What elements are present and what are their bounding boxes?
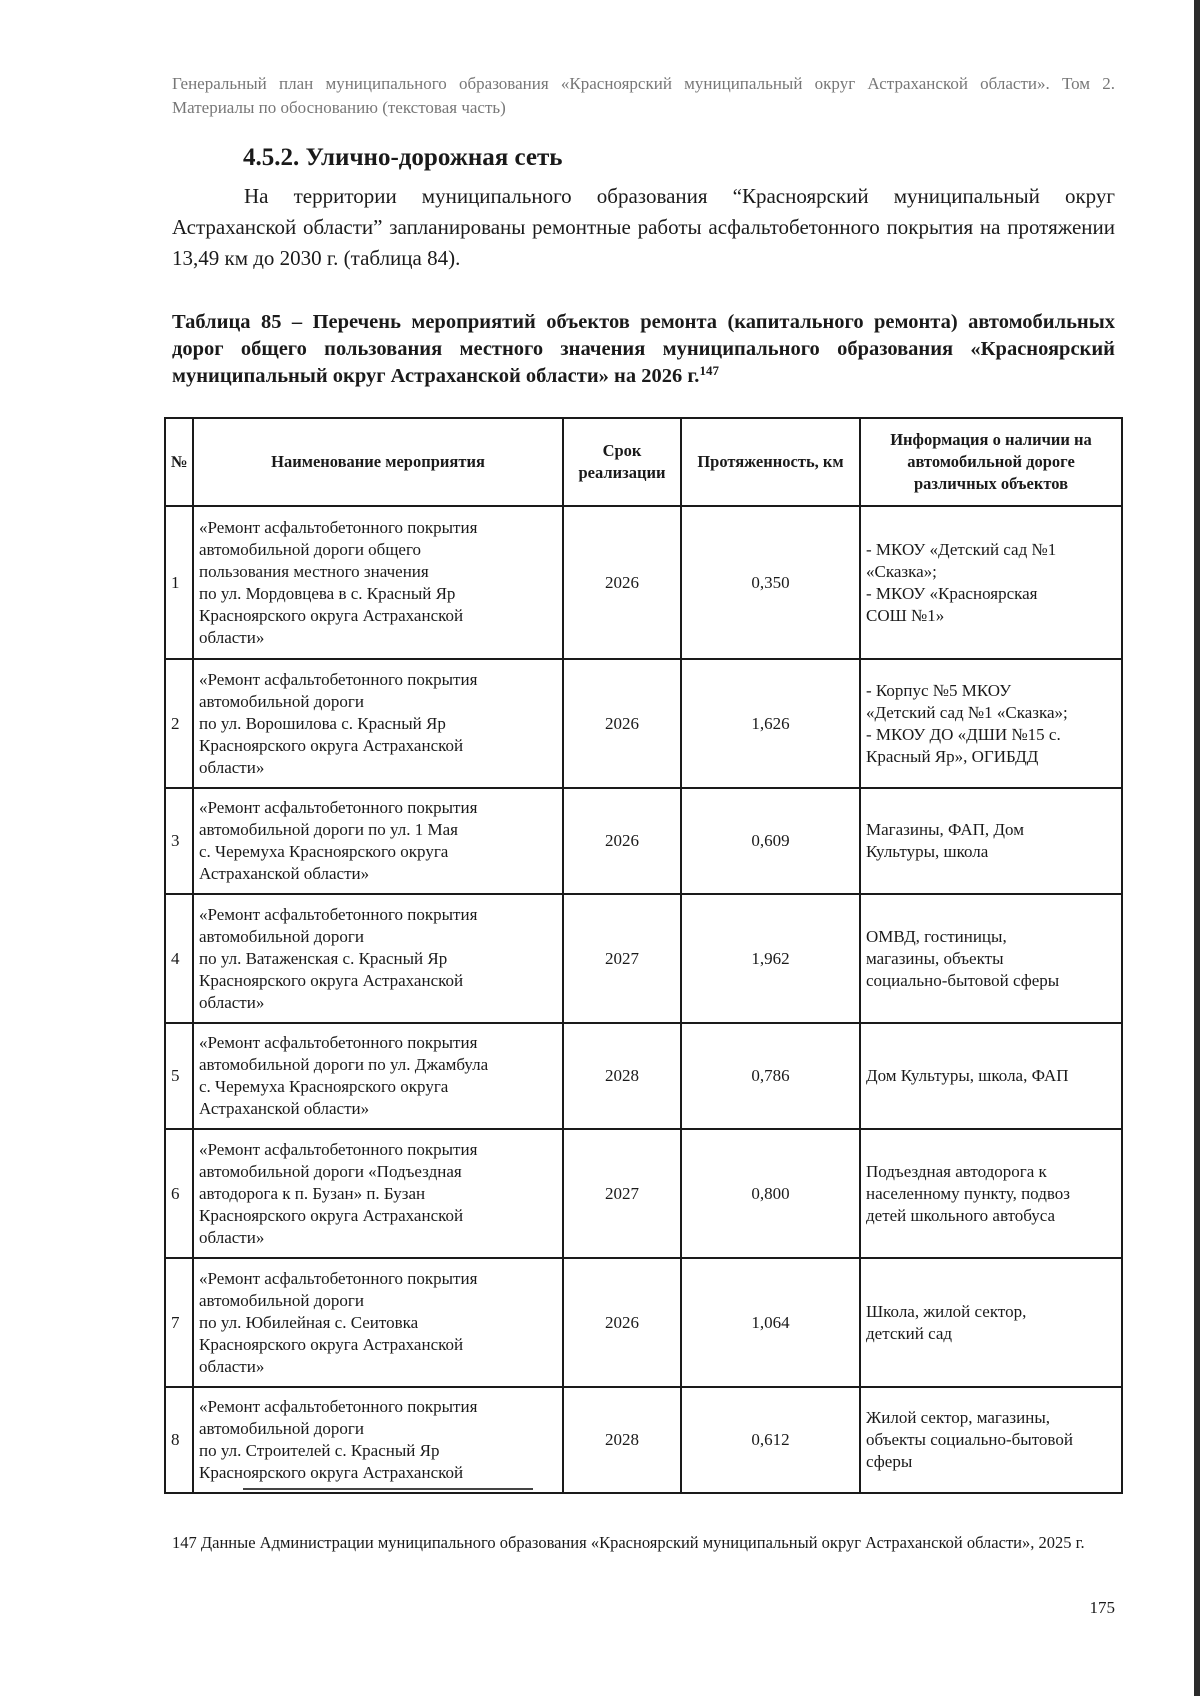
objects-info-line: Культуры, школа [866,842,989,861]
objects-info-line: Школа, жилой сектор, [866,1301,1027,1321]
measure-name [193,1387,563,1493]
row-number: 4 [165,894,193,1023]
objects-info-line: ОМВД, гостиницы, [866,926,1007,946]
measure-name-line: автомобильной дороги по ул. 1 Мая [199,820,459,839]
table-caption-text: Таблица 85 – Перечень мероприятий объектов ремонта (капитального ремонта) автомобильных дорог общего пользования местного значения муниципального образования «Красноярский муниципальный округ Астраханской области» на 2026 г. [172,311,1115,387]
objects-info-line: Дом Культуры, школа, ФАП [866,1066,1069,1085]
section-title: 4.5.2. Улично-дорожная сеть [243,144,563,171]
objects-info-line: - Корпус №5 МКОУ [866,680,1012,700]
document-header: Генеральный план муниципального образования «Красноярский муниципальный округ Астраханской области». Том 2. Материалы по обоснованию (текстовая часть) [172,74,1115,117]
measure-name-line: автомобильной дороги [199,1419,364,1438]
measure-name [193,788,563,894]
measure-name-line: области» [199,1356,265,1376]
implementation-year: 2027 [563,1129,681,1258]
objects-info-line: «Детский сад №1 «Сказка»; [866,702,1068,722]
measure-name-line: по ул. Строителей с. Красный Яр [199,1441,440,1460]
measure-name-line: по ул. Юбилейная с. Сеитовка [199,1312,419,1332]
footnote: 147 Данные Администрации муниципального образования «Красноярский муниципальный округ Астраханской области», 2025 г. [172,1533,1085,1552]
measure-name [193,1023,563,1129]
objects-info-line: сферы [866,1452,913,1471]
objects-info-line: населенному пункту, подвоз [866,1183,1070,1203]
objects-info-line: социально-бытовой сферы [866,970,1060,990]
road-length-km: 0,350 [681,506,860,659]
implementation-year: 2026 [563,659,681,788]
measure-name-line: области» [199,1227,265,1247]
road-length-km: 0,612 [681,1387,860,1493]
objects-info-line: «Сказка»; [866,561,937,581]
measures-table [164,417,1123,1494]
measure-name-line: Красноярского округа Астраханской [199,970,464,990]
objects-info [860,1023,1122,1129]
row-number: 5 [165,1023,193,1129]
measure-name-line: автомобильной дороги [199,926,364,946]
footnote-reference[interactable]: 147 [699,363,719,378]
objects-info [860,1129,1122,1258]
measure-name-line: Астраханской области» [199,864,370,883]
measure-name-line: Красноярского округа Астраханской [199,1205,464,1225]
row-number: 7 [165,1258,193,1387]
header-term: Срок реализации [563,418,681,506]
measure-name-line: области» [199,757,265,777]
measure-name-line: Красноярского округа Астраханской [199,735,464,755]
objects-info-line: Красный Яр», ОГИБДД [866,746,1039,766]
measure-name [193,506,563,659]
objects-info-line: детский сад [866,1323,953,1343]
objects-info-line: - МКОУ ДО «ДШИ №15 с. [866,724,1061,744]
table-row [165,894,1122,1023]
header-name: Наименование мероприятия [193,418,563,506]
objects-info-line: Магазины, ФАП, Дом [866,820,1024,839]
road-length-km: 1,962 [681,894,860,1023]
header-number: № [165,418,193,506]
objects-info [860,1387,1122,1493]
header-length: Протяженность, км [681,418,860,506]
table-row [165,506,1122,659]
road-length-km: 0,609 [681,788,860,894]
road-length-km: 0,786 [681,1023,860,1129]
measure-name-line: «Ремонт асфальтобетонного покрытия [199,798,478,817]
measure-name-line: Красноярского округа Астраханской [199,1463,464,1482]
measure-name-line: с. Черемуха Красноярского округа [199,1077,449,1096]
objects-info-line: Подъездная автодорога к [866,1161,1047,1181]
implementation-year: 2026 [563,506,681,659]
page-number: 175 [1089,1598,1115,1617]
measure-name-line: автомобильной дороги общего [199,539,422,559]
table-caption [172,309,1115,390]
objects-info [860,506,1122,659]
implementation-year: 2028 [563,1387,681,1493]
table-row [165,1258,1122,1387]
measure-name-line: Красноярского округа Астраханской [199,605,464,625]
table-row [165,1129,1122,1258]
measure-name-line: области» [199,627,265,647]
measure-name-line: Астраханской области» [199,1099,370,1118]
objects-info [860,788,1122,894]
measure-name-line: «Ремонт асфальтобетонного покрытия [199,1139,478,1159]
measure-name-line: автодорога к п. Бузан» п. Бузан [199,1183,426,1203]
implementation-year: 2026 [563,788,681,894]
row-number: 6 [165,1129,193,1258]
row-number: 2 [165,659,193,788]
objects-info [860,659,1122,788]
table-row [165,1387,1122,1493]
objects-info-line: Жилой сектор, магазины, [866,1408,1050,1427]
measure-name-line: «Ремонт асфальтобетонного покрытия [199,1397,478,1416]
row-number: 3 [165,788,193,894]
objects-info-line: магазины, объекты [866,948,1004,968]
table-body [165,506,1122,1493]
measure-name-line: автомобильной дороги [199,1290,364,1310]
measure-name-line: по ул. Ватаженская с. Красный Яр [199,948,448,968]
objects-info-line: объекты социально-бытовой [866,1430,1073,1449]
table-header-row [165,418,1122,506]
measure-name [193,894,563,1023]
row-number: 8 [165,1387,193,1493]
table-row [165,659,1122,788]
intro-paragraph: На территории муниципального образования “Красноярский муниципальный округ Астраханской области” запланированы ремонтные работы асфальтобетонного покрытия на протяжении 13,49 км до 2030 г. (таблица 84). [172,184,1115,270]
implementation-year: 2027 [563,894,681,1023]
measure-name-line: области» [199,992,265,1012]
road-length-km: 1,626 [681,659,860,788]
implementation-year: 2026 [563,1258,681,1387]
measure-name-line: «Ремонт асфальтобетонного покрытия [199,1033,478,1052]
measure-name [193,1129,563,1258]
objects-info [860,1258,1122,1387]
measure-name-line: «Ремонт асфальтобетонного покрытия [199,517,478,537]
objects-info-line: СОШ №1» [866,605,945,625]
measure-name-line: по ул. Ворошилова с. Красный Яр [199,713,446,733]
measure-name-line: пользования местного значения [199,561,429,581]
implementation-year: 2028 [563,1023,681,1129]
table-row [165,1023,1122,1129]
header-info: Информация о наличии на автомобильной дороге различных объектов [860,418,1122,506]
measure-name-line: «Ремонт асфальтобетонного покрытия [199,1268,478,1288]
measure-name-line: «Ремонт асфальтобетонного покрытия [199,904,478,924]
measure-name [193,659,563,788]
measure-name-line: автомобильной дороги [199,691,364,711]
objects-info-line: детей школьного автобуса [866,1205,1056,1225]
objects-info [860,894,1122,1023]
measure-name-line: «Ремонт асфальтобетонного покрытия [199,669,478,689]
objects-info-line: - МКОУ «Детский сад №1 [866,539,1057,559]
footnote-divider [243,1488,533,1490]
measure-name-line: автомобильной дороги «Подъездная [199,1161,462,1181]
measure-name-line: с. Черемуха Красноярского округа [199,842,449,861]
row-number: 1 [165,506,193,659]
objects-info-line: - МКОУ «Красноярская [866,583,1038,603]
measure-name-line: автомобильной дороги по ул. Джамбула [199,1055,489,1074]
road-length-km: 1,064 [681,1258,860,1387]
measure-name-line: Красноярского округа Астраханской [199,1334,464,1354]
road-length-km: 0,800 [681,1129,860,1258]
page-edge [1194,0,1200,1696]
table-row [165,788,1122,894]
measure-name [193,1258,563,1387]
measure-name-line: по ул. Мордовцева в с. Красный Яр [199,583,456,603]
